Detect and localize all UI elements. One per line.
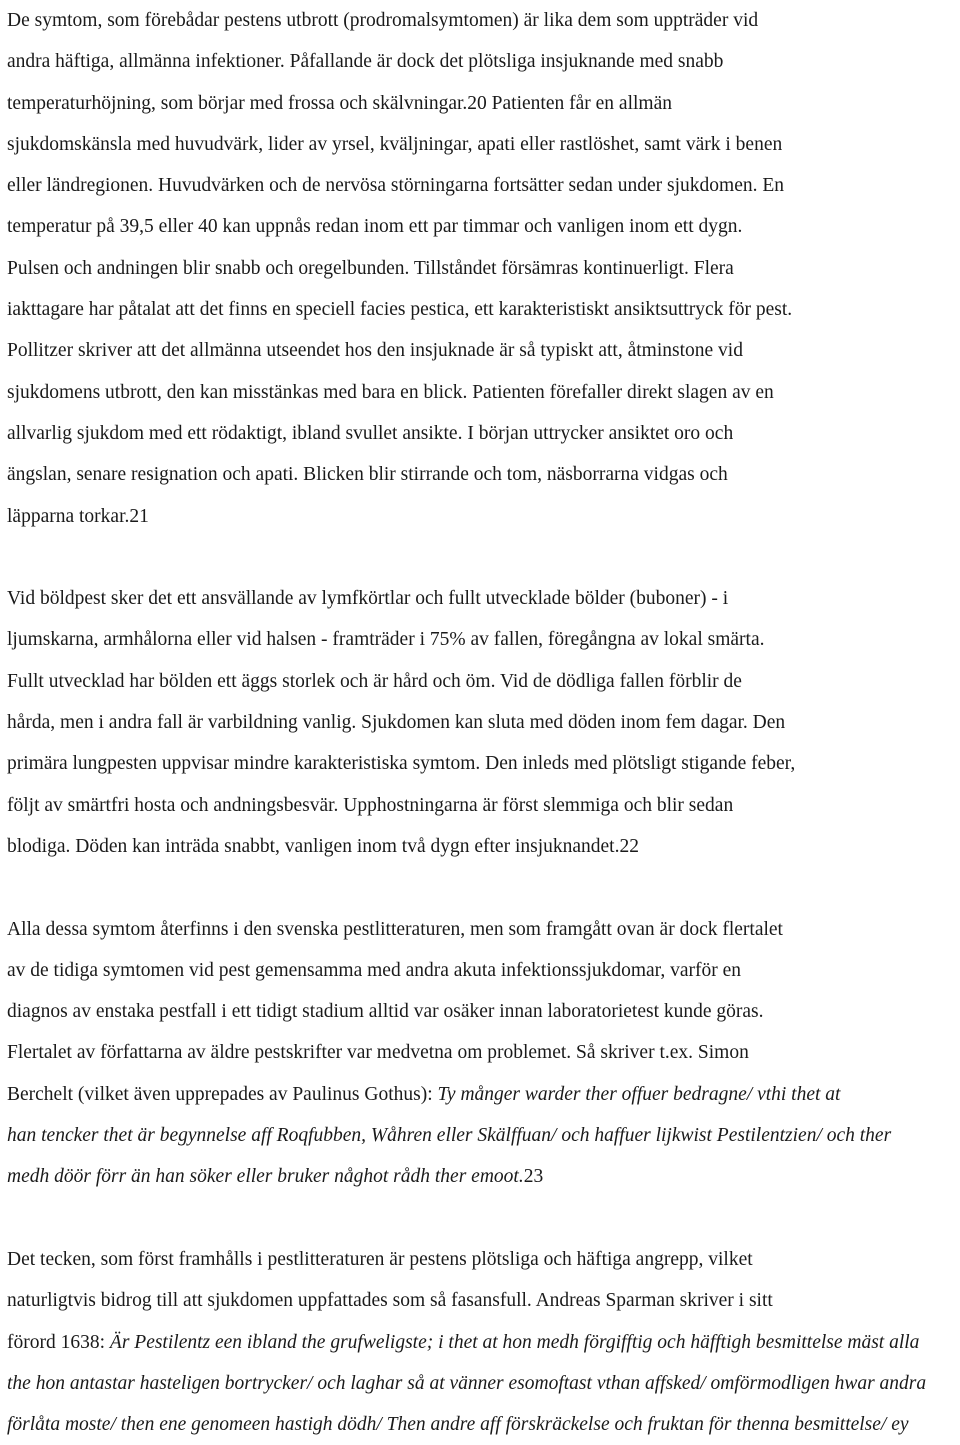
- text-segment: Vid böldpest sker det ett ansvällande av lymfkörtlar och fullt utvecklade bölder (buboner) - i: [7, 588, 729, 610]
- text-segment: Berchelt (vilket även upprepades av Paulinus Gothus):: [7, 1083, 438, 1105]
- text-segment: andra häftiga, allmänna infektioner. Påfallande är dock det plötsliga insjuknande med snabb: [7, 51, 724, 73]
- text-line: [7, 83, 957, 124]
- text-segment: förord 1638:: [7, 1331, 110, 1353]
- text-segment: ljumskarna, armhålorna eller vid halsen - framträder i 75% av fallen, föregångna av lokal smärta.: [7, 629, 765, 651]
- paragraph: [7, 1239, 957, 1445]
- text-segment: hårda, men i andra fall är varbildning vanlig. Sjukdomen kan sluta med döden inom fem dagar. Den: [7, 712, 786, 734]
- text-segment: blodiga. Döden kan inträda snabbt, vanligen inom två dygn efter insjuknandet.22: [7, 835, 639, 857]
- text-segment: Alla dessa symtom återfinns i den svenska pestlitteraturen, men som framgått ovan är dock flertalet: [7, 918, 783, 940]
- paragraph: [7, 0, 957, 537]
- text-segment: läpparna torkar.21: [7, 505, 149, 527]
- paragraph: [7, 909, 957, 1198]
- text-segment: sjukdomens utbrott, den kan misstänkas med bara en blick. Patienten förefaller direkt slagen av en: [7, 381, 774, 403]
- italic-quote-text: the hon antastar hasteligen bortrycker/ och laghar så at vänner esomoftast vthan affsked/ omförmodligen hwar andra: [7, 1372, 927, 1394]
- text-line: [7, 330, 957, 371]
- text-line: [7, 1074, 957, 1115]
- text-segment: Pollitzer skriver att det allmänna utseendet hos den insjuknade är så typiskt att, åtminstone vid: [7, 340, 743, 362]
- text-line: [7, 206, 957, 247]
- text-segment: Det tecken, som först framhålls i pestlitteraturen är pestens plötsliga och häftiga angrepp, vilket: [7, 1248, 753, 1270]
- italic-quote-text: medh döör förr än han söker eller bruker någhot rådh ther emoot.: [7, 1166, 524, 1188]
- text-line: [7, 413, 957, 454]
- text-segment: allvarlig sjukdom med ett rödaktigt, ibland svullet ansikte. I början uttrycker ansiktet oro och: [7, 422, 734, 444]
- text-line: [7, 1156, 957, 1197]
- text-segment: följt av smärtfri hosta och andningsbesvär. Upphostningarna är först slemmiga och blir sedan: [7, 794, 734, 816]
- text-segment: Flertalet av författarna av äldre pestskrifter var medvetna om problemet. Så skriver t.ex. Simon: [7, 1042, 749, 1064]
- text-segment: av de tidiga symtomen vid pest gemensamma med andra akuta infektionssjukdomar, varför en: [7, 959, 742, 981]
- text-segment: temperatur på 39,5 eller 40 kan uppnås redan inom ett par timmar och vanligen inom ett dygn.: [7, 216, 743, 238]
- text-segment: naturligtvis bidrog till att sjukdomen uppfattades som så fasansfull. Andreas Sparman skriver i sitt: [7, 1290, 773, 1312]
- text-line: [7, 0, 957, 41]
- paragraph-gap: [7, 537, 957, 578]
- text-line: [7, 991, 957, 1032]
- italic-quote-text: han tencker thet är begynnelse aff Roqfubben, Wåhren eller Skälffuan/ och haffuer lijkwist Pestilentzien/ och ther: [7, 1125, 892, 1147]
- document-page: [7, 0, 957, 1445]
- text-segment: primära lungpesten uppvisar mindre karakteristiska symtom. Den inleds med plötsligt stigande feber,: [7, 753, 796, 775]
- paragraph-gap: [7, 1198, 957, 1239]
- text-segment: sjukdomskänsla med huvudvärk, lider av yrsel, kväljningar, apati eller rastlöshet, samt värk i benen: [7, 133, 783, 155]
- text-line: [7, 785, 957, 826]
- text-line: [7, 454, 957, 495]
- text-line: [7, 41, 957, 82]
- text-line: [7, 661, 957, 702]
- text-line: [7, 1322, 957, 1363]
- text-line: [7, 165, 957, 206]
- text-segment: diagnos av enstaka pestfall i ett tidigt stadium alltid var osäker innan laboratorietest kunde göras.: [7, 1001, 764, 1023]
- text-line: [7, 289, 957, 330]
- italic-quote-text: Ty månger warder ther offuer bedragne/ vthi thet at: [437, 1083, 841, 1105]
- text-line: [7, 496, 957, 537]
- text-line: [7, 619, 957, 660]
- text-line: [7, 826, 957, 867]
- text-line: [7, 1115, 957, 1156]
- paragraph: [7, 578, 957, 867]
- italic-quote-text: förlåta moste/ then ene genomeen hastigh dödh/ Then andre aff förskräckelse och fruktan för thenna besmittelse/ ey: [7, 1414, 909, 1436]
- text-segment: iakttagare har påtalat att det finns en speciell facies pestica, ett karakteristiskt ansiktsuttryck för pest.: [7, 299, 793, 321]
- text-segment: Fullt utvecklad har bölden ett äggs storlek och är hård och öm. Vid de dödliga fallen förblir de: [7, 670, 742, 692]
- text-line: [7, 372, 957, 413]
- text-segment: eller ländregionen. Huvudvärken och de nervösa störningarna fortsätter sedan under sjukdomen. En: [7, 175, 785, 197]
- text-line: [7, 578, 957, 619]
- text-line: [7, 1239, 957, 1280]
- text-line: [7, 248, 957, 289]
- text-line: [7, 124, 957, 165]
- italic-quote-text: Är Pestilentz een ibland the grufweligste; i thet at hon medh förgifftig och häfftigh besmittelse mäst alla: [109, 1331, 920, 1353]
- text-line: [7, 1404, 957, 1445]
- text-segment: ängslan, senare resignation och apati. Blicken blir stirrande och tom, näsborrarna vidgas och: [7, 464, 728, 486]
- text-segment: temperaturhöjning, som börjar med frossa och skälvningar.20 Patienten får en allmän: [7, 92, 672, 114]
- text-line: [7, 909, 957, 950]
- text-line: [7, 950, 957, 991]
- text-line: [7, 1280, 957, 1321]
- text-line: [7, 1363, 957, 1404]
- text-line: [7, 743, 957, 784]
- text-segment: 23: [523, 1166, 544, 1188]
- paragraph-gap: [7, 867, 957, 908]
- text-segment: Pulsen och andningen blir snabb och oregelbunden. Tillståndet försämras kontinuerligt. Flera: [7, 257, 734, 279]
- text-line: [7, 702, 957, 743]
- text-segment: De symtom, som förebådar pestens utbrott (prodromalsymtomen) är lika dem som uppträder vid: [7, 10, 759, 31]
- text-line: [7, 1032, 957, 1073]
